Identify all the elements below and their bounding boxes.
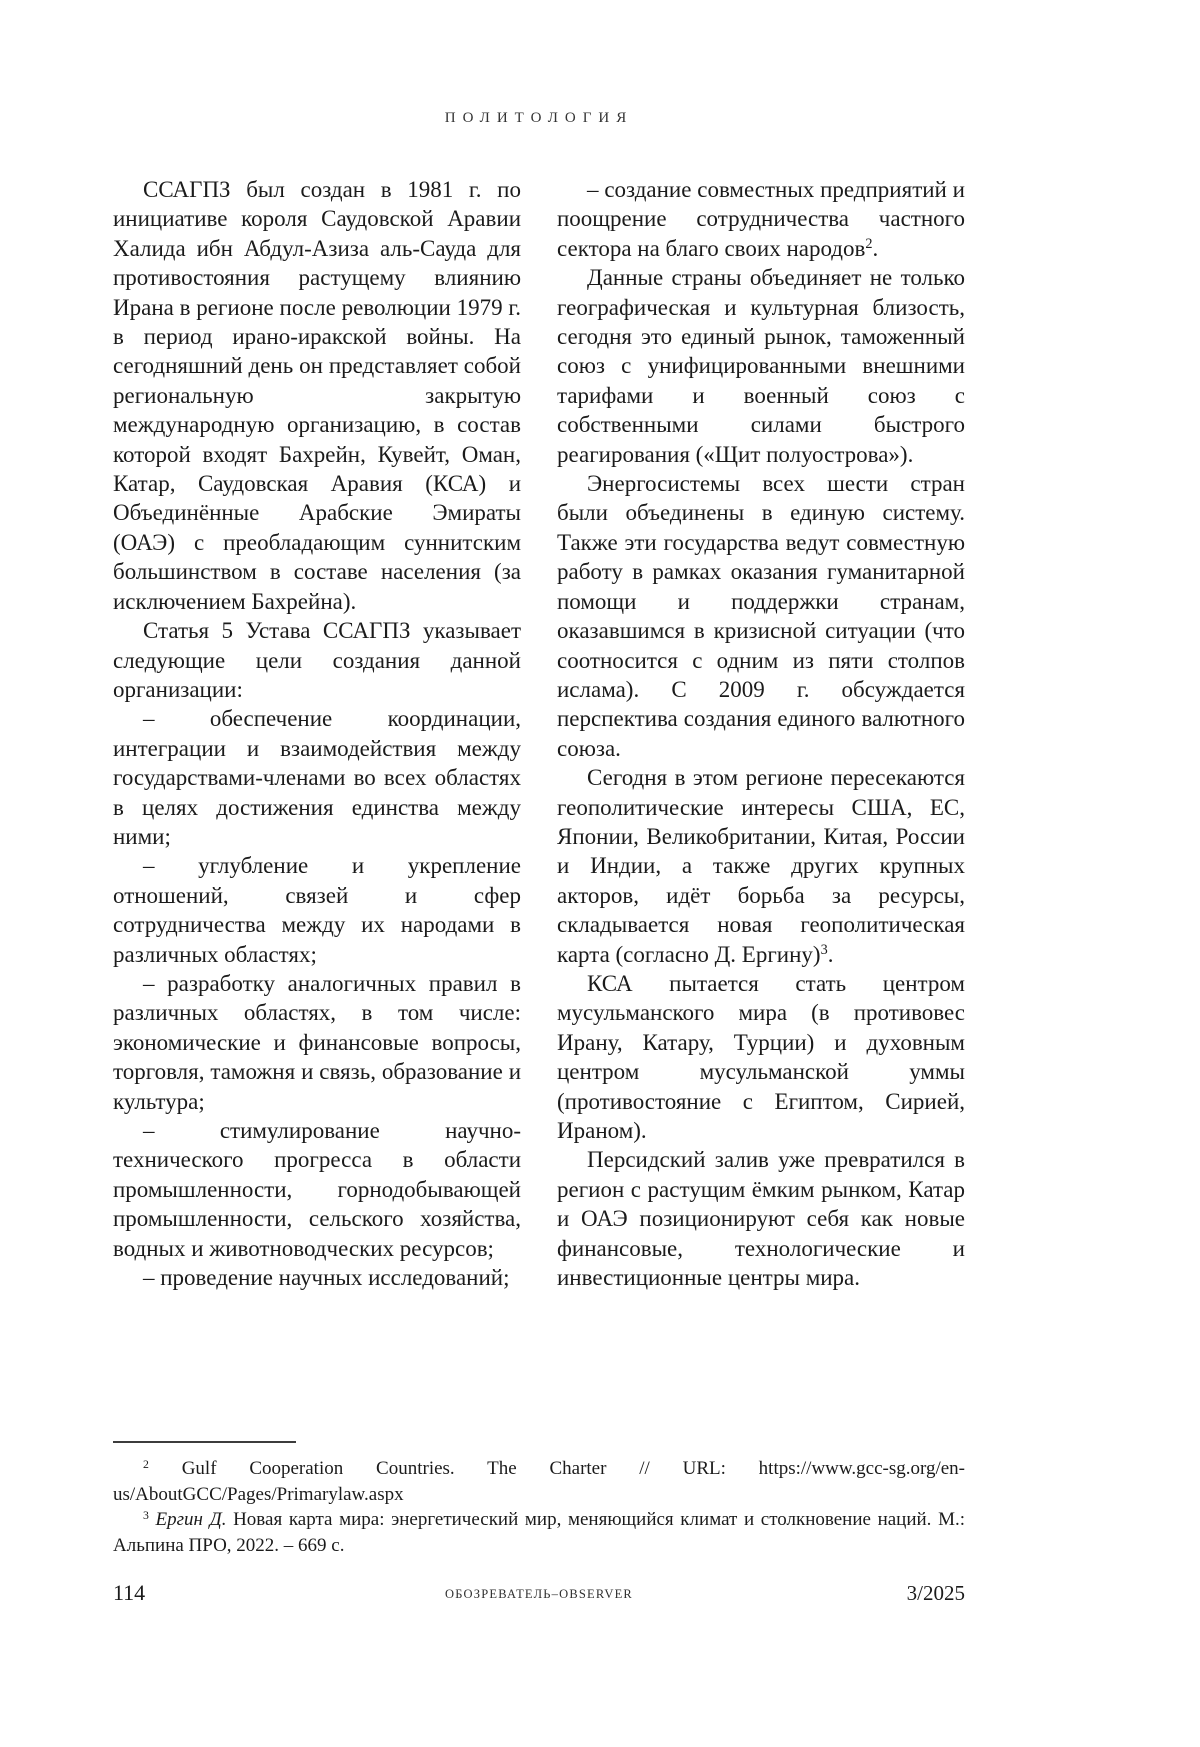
- para-union-features: Данные страны объединяет не только географическая и культурная близость, сегодня это единый рынок, таможенный союз с унифицированными внешними тарифами и военный союз с собственными силами быстрого реагирования («Щит полуострова»).: [557, 265, 965, 467]
- para-persian-gulf: Персидский залив уже превратился в регион с растущим ёмким рынком, Катар и ОАЭ позиционируют себя как новые финансовые, технологические и инвестиционные центры мира.: [557, 1147, 965, 1291]
- issue-number: 3/2025: [906, 1581, 965, 1605]
- left-column: [113, 175, 521, 1292]
- right-column: [557, 175, 965, 1292]
- para-ksa-center: КСА пытается стать центром мусульманского мира (в противовес Ирану, Катару, Турции) и духовным центром мусульманской уммы (противостояние с Египтом, Сирией, Ираном).: [557, 970, 965, 1143]
- para-energy-systems: Энергосистемы всех шести стран были объединены в единую систему. Также эти государства ведут совместную работу в рамках оказания гуманитарной помощи и поддержки странам, оказавшимся в кризисной ситуации (что соотносится с одним из пяти столпов ислама). С 2009 г. обсуждается перспектива создания единого валютного союза.: [557, 471, 965, 761]
- goal-science-tech: – стимулирование научно-технического прогресса в области промышленности, горнодобывающей промышленности, сельского хозяйства, водных и животноводческих ресурсов;: [113, 1118, 521, 1261]
- section-header: ПОЛИТОЛОГИЯ: [444, 110, 634, 126]
- goal-regulations: – разработку аналогичных правил в различных областях, в том числе: экономические и финансовые вопросы, торговля, таможня и связь, образование и культура;: [113, 970, 521, 1114]
- footnote-ref-3: 3: [820, 941, 828, 958]
- paragraph-text: .: [872, 235, 879, 261]
- paragraph-text: .: [827, 941, 834, 967]
- para-charter-intro: Статья 5 Устава ССАГПЗ указывает следующие цели создания данной организации:: [113, 618, 521, 702]
- goal-research: – проведение научных исследований;: [143, 1265, 510, 1291]
- journal-name: ОБОЗРЕВАТЕЛЬ–OBSERVER: [445, 1587, 633, 1601]
- page-footer: [113, 1580, 965, 1610]
- paragraph-text: – создание совместных предприятий и поощрение сотрудничества частного сектора на благо своих народов: [557, 177, 965, 261]
- footnote-3-text: Новая карта мира: энергетический мир, меняющийся климат и столкновение наций. М.: Альпина ПРО, 2022. – 669 с.: [113, 1509, 965, 1556]
- para-geopolitical-interests: [557, 763, 965, 969]
- para-gcc-founding: ССАГПЗ был создан в 1981 г. по инициативе короля Саудовской Аравии Халида ибн Абдул-Азиза аль-Сауда для противостояния растущему влиянию Ирана в регионе после революции 1979 г. в период ирано-иракской войны. На сегодняшний день он представляет собой региональную закрытую международную организацию, в состав которой входят Бахрейн, Кувейт, Оман, Катар, Саудовская Аравия (КСА) и Объединённые Арабские Эмираты (ОАЭ) с преобладающим суннитским большинством в составе населения (за исключением Бахрейна).: [113, 177, 521, 614]
- goal-joint-ventures: [557, 175, 965, 263]
- footnote-3: [113, 1507, 965, 1558]
- footnote-ref-2: 2: [865, 235, 873, 252]
- text-columns: [113, 175, 965, 1292]
- goal-relations: – углубление и укрепление отношений, связей и сфер сотрудничества между их народами в различных областях;: [113, 853, 521, 967]
- footnote-2-marker: 2: [143, 1457, 149, 1471]
- footnote-3-marker: 3: [143, 1508, 149, 1522]
- footnotes-block: [113, 1441, 965, 1558]
- paragraph-text: Сегодня в этом регионе пересекаются геополитические интересы США, ЕС, Японии, Великобритании, Китая, России и Индии, а также других крупных акторов, идёт борьба за ресурсы, складывается новая геополитическая карта (согласно Д. Ергину): [557, 765, 965, 967]
- footnote-2: [113, 1456, 965, 1507]
- footnote-3-author: Ергин Д.: [148, 1509, 227, 1530]
- footnote-2-text: Gulf Cooperation Countries. The Charter // URL: https://www.gcc-sg.org/en-us/AboutGCC/Pages/Primarylaw.aspx: [113, 1458, 965, 1505]
- footnote-divider: [113, 1441, 296, 1443]
- goal-coordination: – обеспечение координации, интеграции и взаимодействия между государствами-членами во всех областях в целях достижения единства между ними;: [113, 706, 521, 849]
- page-number: 114: [113, 1580, 146, 1605]
